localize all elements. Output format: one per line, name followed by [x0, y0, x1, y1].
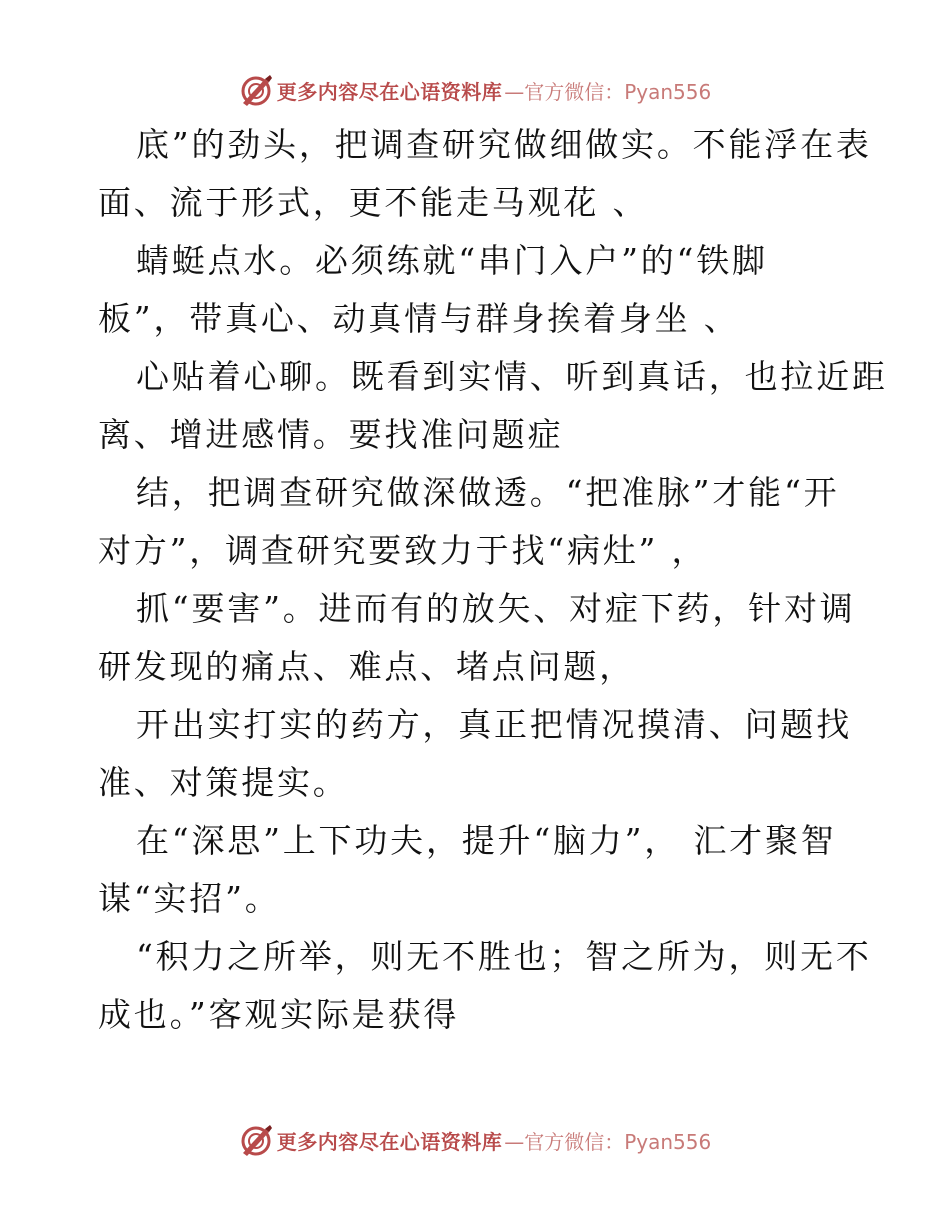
text-line: 心贴着心聊。既看到实情、听到真话，也拉近距	[136, 357, 888, 396]
text-line: 准、对策提实。	[98, 763, 349, 802]
text-line: 板”，带真心、动真情与群身挨着身坐 、	[98, 299, 740, 338]
text-line: 在“深思”上下功夫，提升“脑力”， 汇才聚智	[136, 821, 837, 860]
banner-wechat-text: —官方微信：Pyan556	[504, 79, 712, 104]
footer-banner	[0, 1120, 950, 1160]
header-banner	[0, 70, 950, 110]
text-line: 结，把调查研究做深做透。“把准脉”才能“开	[136, 473, 840, 512]
text-line: 蜻蜓点水。必须练就“串门入户”的“铁脚	[136, 241, 768, 280]
pen-logo-icon	[239, 1123, 273, 1157]
text-line: 抓“要害”。进而有的放矢、对症下药，针对调	[136, 589, 856, 628]
text-line: 研发现的痛点、难点、堵点问题，	[98, 647, 635, 686]
text-line: “积力之所举，则无不胜也；智之所为，则无不	[136, 937, 872, 976]
document-body	[98, 116, 888, 1044]
text-line: 面、流于形式，更不能走马观花 、	[98, 183, 649, 222]
text-line: 对方”，调查研究要致力于找“病灶” ，	[98, 531, 708, 570]
text-line: 成也。”客观实际是获得	[98, 995, 460, 1034]
text-line: 底”的劲头，把调查研究做细做实。不能浮在表	[136, 125, 872, 164]
text-line: 开出实打实的药方，真正把情况摸清、问题找	[136, 705, 852, 744]
banner-wechat-text: —官方微信：Pyan556	[504, 1129, 712, 1154]
text-line: 谋“实招”。	[98, 879, 281, 918]
text-line: 离、增进感情。要找准问题症	[98, 415, 564, 454]
banner-text: 更多内容尽在心语资料库	[276, 79, 503, 104]
banner-text: 更多内容尽在心语资料库	[276, 1129, 503, 1154]
pen-logo-icon	[239, 73, 273, 107]
